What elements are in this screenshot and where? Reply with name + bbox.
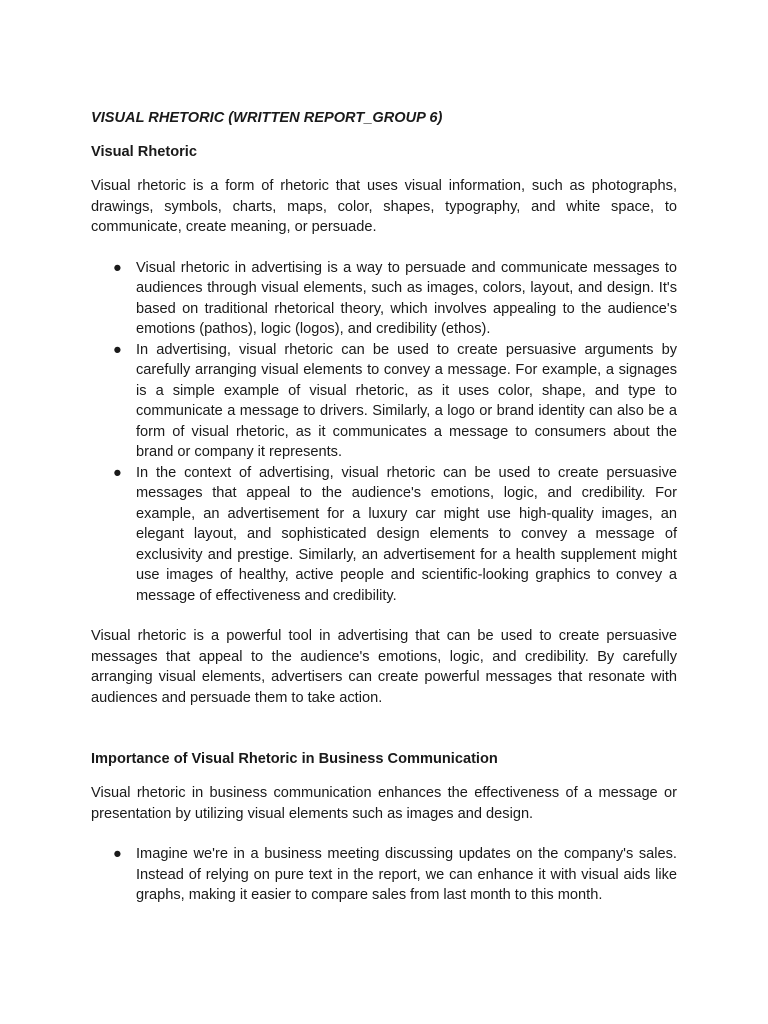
section-heading-visual-rhetoric: Visual Rhetoric bbox=[91, 144, 197, 160]
list-item-text: In the context of advertising, visual rhetoric can be used to create persuasive messages that appeal to the audience's emotions, logic, and credibility. For example, an advertisement for a luxury car might use high-quality images, an elegant layout, and sophisticated design elements to convey a message of exclusivity and prestige. Similarly, an advertisement for a health supplement might use images of healthy, active people and scientific-looking graphics to convey a message of effectiveness and credibility. bbox=[136, 464, 677, 604]
section-heading-business-communication: Importance of Visual Rhetoric in Business Communication bbox=[91, 751, 498, 767]
list-item bbox=[91, 340, 677, 463]
list-item-text: In advertising, visual rhetoric can be used to create persuasive arguments by carefully arranging visual elements to convey a message. For example, a signages is a simple example of visual rhetoric, as it uses color, shape, and type to communicate a message to drivers. Similarly, a logo or brand identity can also be a form of visual rhetoric, as it communicates a message to consumers about the brand or company it represents. bbox=[136, 341, 677, 460]
document-page bbox=[91, 108, 677, 906]
paragraph-intro: Visual rhetoric is a form of rhetoric that uses visual information, such as photographs, drawings, symbols, charts, maps, color, shapes, typography, and white space, to communicate, create meaning, or persuade. bbox=[91, 178, 677, 235]
paragraph-business-intro: Visual rhetoric in business communication enhances the effectiveness of a message or presentation by utilizing visual elements such as images and design. bbox=[91, 785, 677, 822]
list-item-text: Visual rhetoric in advertising is a way to persuade and communicate messages to audiences through visual elements, such as images, colors, layout, and design. It's based on traditional rhetorical theory, which involves appealing to the audience's emotions (pathos), logic (logos), and credibility (ethos). bbox=[136, 259, 677, 337]
bullet-icon: ● bbox=[113, 846, 122, 862]
list-item bbox=[91, 844, 677, 906]
bullet-list-business bbox=[91, 844, 677, 906]
bullet-icon: ● bbox=[113, 464, 122, 481]
bullet-icon: ● bbox=[113, 341, 122, 358]
list-item bbox=[91, 258, 677, 340]
bullet-icon: ● bbox=[113, 259, 122, 276]
list-item bbox=[91, 463, 677, 607]
list-item-text: Imagine we're in a business meeting discussing updates on the company's sales. Instead of relying on pure text in the report, we can enhance it with visual aids like graphs, making it easier to compare sales from last month to this month. bbox=[136, 846, 677, 903]
paragraph-conclusion: Visual rhetoric is a powerful tool in advertising that can be used to create persuasive messages that appeal to the audience's emotions, logic, and credibility. By carefully arranging visual elements, advertisers can create powerful messages that resonate with audiences and persuade them to take action. bbox=[91, 628, 677, 706]
document-title: VISUAL RHETORIC (WRITTEN REPORT_GROUP 6) bbox=[91, 110, 443, 126]
bullet-list-advertising bbox=[91, 258, 677, 607]
